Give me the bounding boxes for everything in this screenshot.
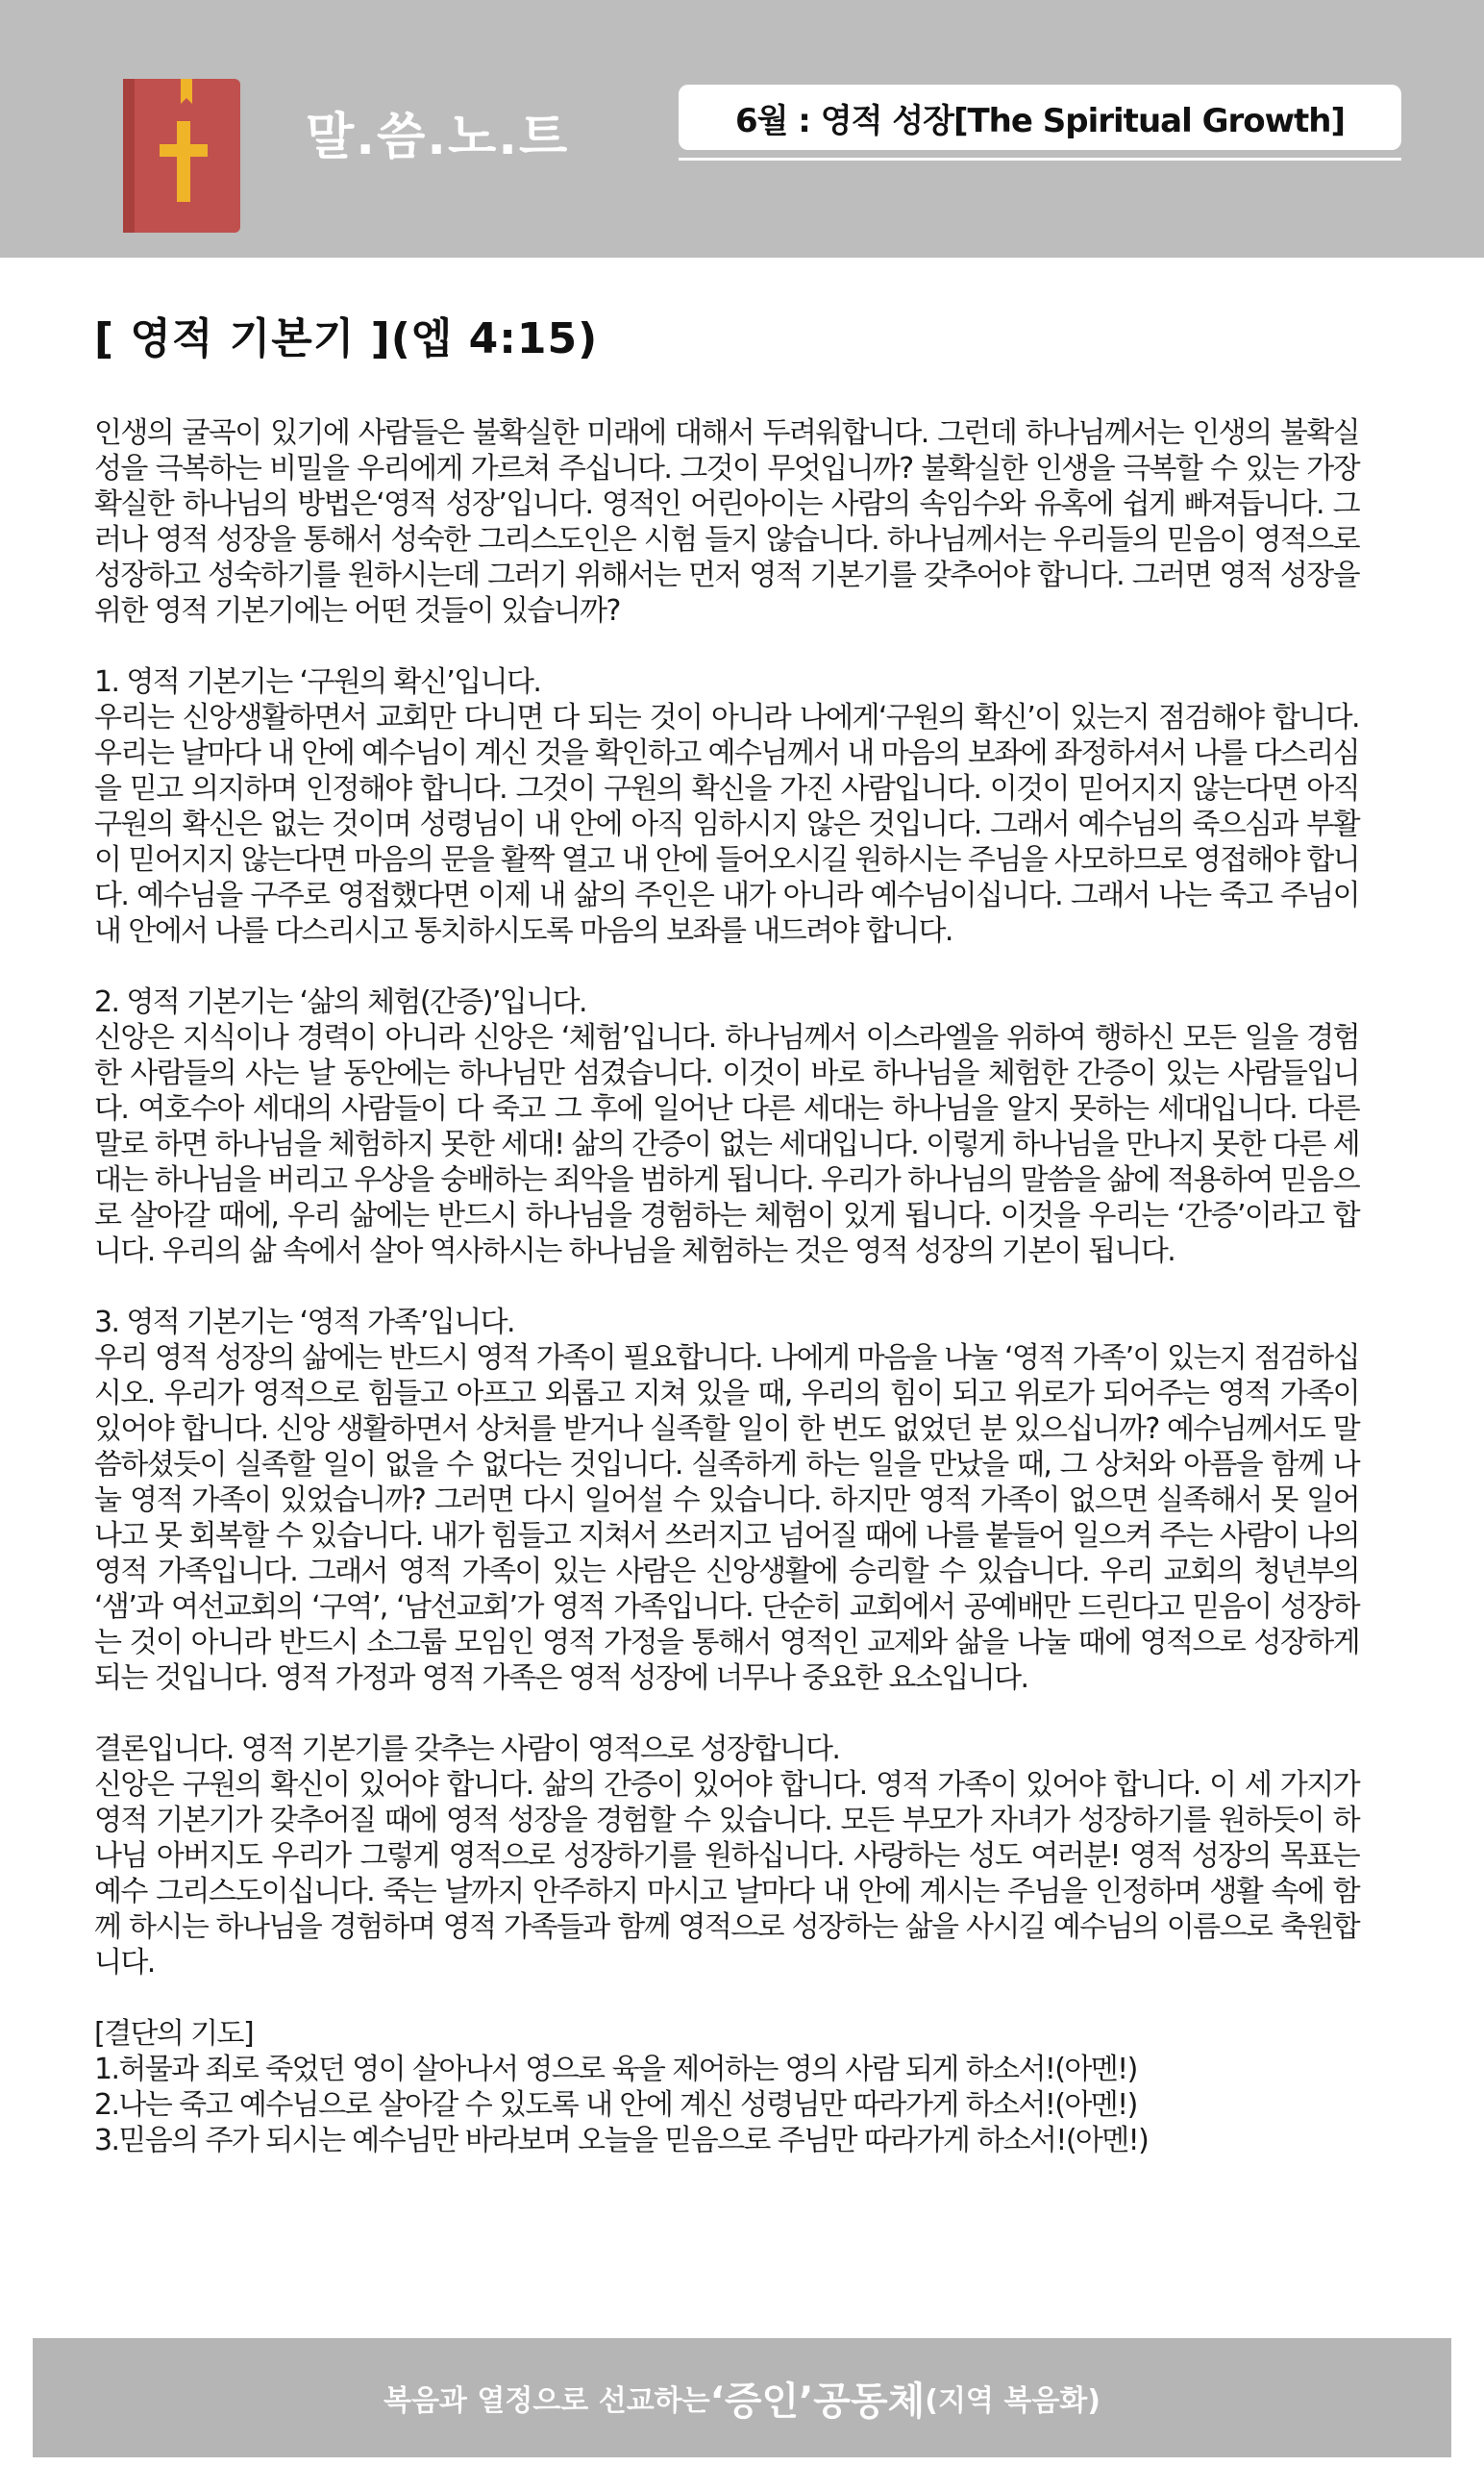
spacer	[94, 949, 1359, 984]
intro-paragraph: 인생의 굴곡이 있기에 사람들은 불확실한 미래에 대해서 두려워합니다. 그런데 하나님께서는 인생의 불확실성을 극복하는 비밀을 우리에게 가르쳐 주십니다. 그것이 무엇입니까? 불확실한 인생을 극복할 수 있는 가장 확실한 하나님의 방법은‘영적 성장’입니다. 영적인 어린아이는 사람의 속임수와 유혹에 쉽게 빠져듭니다. 그러나 영적 성장을 통해서 성숙한 그리스도인은 시험 들지 않습니다. 하나님께서는 우리들의 믿음이 영적으로 성장하고 성숙하기를 원하시는데 그러기 위해서는 먼저 영적 기본기를 갖추어야 합니다. 그러면 영적 성장을 위한 영적 기본기에는 어떤 것들이 있습니까?	[94, 416, 1359, 628]
spacer	[94, 1980, 1359, 2016]
bible-icon	[123, 79, 240, 233]
spacer	[94, 1269, 1359, 1305]
brand-title: 말.씀.노.트	[306, 109, 570, 166]
section-body: 우리는 신앙생활하면서 교회만 다니면 다 되는 것이 아니라 나에게‘구원의 확신’이 있는지 점검해야 합니다. 우리는 날마다 내 안에 예수님이 계신 것을 확인하고 예수님께서 내 마음의 보좌에 좌정하셔서 나를 다스리심을 믿고 의지하며 인정해야 합니다. 그것이 구원의 확신을 가진 사람입니다. 이것이 믿어지지 않는다면 아직 구원의 확신은 없는 것이며 성령님이 내 안에 아직 임하시지 않은 것입니다. 그래서 예수님의 죽으심과 부활이 믿어지지 않는다면 마음의 문을 활짝 열고 내 안에 들어오시길 원하시는 주님을 사모하므로 영접해야 합니다. 예수님을 구주로 영접했다면 이제 내 삶의 주인은 내가 아니라 예수님이십니다. 그래서 나는 죽고 주님이 내 안에서 나를 다스리시고 통치하시도록 마음의 보좌를 내드려야 합니다.	[94, 701, 1359, 948]
prayer-item: 2.나는 죽고 예수님으로 살아갈 수 있도록 내 안에 계신 성령님만 따라가게 하소서!(아멘!)	[94, 2088, 1137, 2122]
spacer	[94, 629, 1359, 664]
spacer	[94, 1696, 1359, 1731]
month-theme-title: 6월 : 영적 성장[The Spiritual Growth]	[734, 101, 1346, 140]
header-divider	[679, 158, 1401, 161]
conclusion-body: 신앙은 구원의 확신이 있어야 합니다. 삶의 간증이 있어야 합니다. 영적 가족이 있어야 합니다. 이 세 가지가 영적 기본기가 갖추어질 때에 영적 성장을 경험할 수 있습니다. 모든 부모가 자녀가 성장하기를 원하듯이 하나님 아버지도 우리가 그렇게 영적으로 성장하기를 원하십니다. 사랑하는 성도 여러분! 영적 성장의 목표는 예수 그리스도이십니다. 죽는 날까지 안주하지 마시고 날마다 내 안에 계시는 주님을 인정하며 생활 속에 함께 하시는 하나님을 경험하며 영적 가족들과 함께 영적으로 성장하는 삶을 사시길 예수님의 이름으로 축원합니다.	[94, 1768, 1359, 1980]
prayer-item: 3.믿음의 주가 되시는 예수님만 바라보며 오늘을 믿음으로 주님만 따라가게 하소서!(아멘!)	[94, 2124, 1149, 2157]
page-title: [ 영적 기본기 ](엡 4:15)	[94, 314, 599, 363]
section-heading: 3. 영적 기본기는 ‘영적 가족’입니다.	[94, 1306, 514, 1339]
section-heading: 2. 영적 기본기는 ‘삶의 체험(간증)’입니다.	[94, 985, 586, 1019]
footer-band	[33, 2338, 1451, 2457]
month-theme-box	[679, 85, 1401, 150]
section-heading: 1. 영적 기본기는 ‘구원의 확신’입니다.	[94, 665, 541, 699]
footer-prefix: 복음과 열정으로 선교하는	[383, 2384, 710, 2418]
footer-emphasis: ‘증인’공동체	[709, 2379, 926, 2424]
prayer-heading: [결단의 기도]	[94, 2017, 254, 2051]
footer-suffix: (지역 복음화)	[925, 2384, 1101, 2418]
header-band	[0, 0, 1484, 258]
section-body: 우리 영적 성장의 삶에는 반드시 영적 가족이 필요합니다. 나에게 마음을 나눌 ‘영적 가족’이 있는지 점검하십시오. 우리가 영적으로 힘들고 아프고 외롭고 지쳐 있을 때, 우리의 힘이 되고 위로가 되어주는 영적 가족이 있어야 합니다. 신앙 생활하면서 상처를 받거나 실족할 일이 한 번도 없었던 분 있으십니까? 예수님께서도 말씀하셨듯이 실족할 일이 없을 수 없다는 것입니다. 실족하게 하는 일을 만났을 때, 그 상처와 아픔을 함께 나눌 영적 가족이 있었습니까? 그러면 다시 일어설 수 있습니다. 하지만 영적 가족이 없으면 실족해서 못 일어나고 못 회복할 수 있습니다. 내가 힘들고 지쳐서 쓰러지고 넘어질 때에 나를 붙들어 일으켜 주는 사람이 나의 영적 가족입니다. 그래서 영적 가족이 있는 사람은 신앙생활에 승리할 수 있습니다. 우리 교회의 청년부의 ‘샘’과 여선교회의 ‘구역’, ‘남선교회’가 영적 가족입니다. 단순히 교회에서 공예배만 드린다고 믿음이 성장하는 것이 아니라 반드시 소그룹 모임인 영적 가정을 통해서 영적인 교제와 삶을 나눌 때에 영적으로 성장하게 되는 것입니다. 영적 가정과 영적 가족은 영적 성장에 너무나 중요한 요소입니다.	[94, 1341, 1359, 1695]
sermon-content	[94, 415, 1359, 2158]
section-body: 신앙은 지식이나 경력이 아니라 신앙은 ‘체험’입니다. 하나님께서 이스라엘을 위하여 행하신 모든 일을 경험한 사람들의 사는 날 동안에는 하나님만 섬겼습니다. 이것이 바로 하나님을 체험한 간증이 있는 사람들입니다. 여호수아 세대의 사람들이 다 죽고 그 후에 일어난 다른 세대는 하나님을 알지 못하는 세대입니다. 다른 말로 하면 하나님을 체험하지 못한 세대! 삶의 간증이 없는 세대입니다. 이렇게 하나님을 만나지 못한 다른 세대는 하나님을 버리고 우상을 숭배하는 죄악을 범하게 됩니다. 우리가 하나님의 말씀을 삶에 적용하여 믿음으로 살아갈 때에, 우리 삶에는 반드시 하나님을 경험하는 체험이 있게 됩니다. 이것을 우리는 ‘간증’이라고 합니다. 우리의 삶 속에서 살아 역사하시는 하나님을 체험하는 것은 영적 성장의 기본이 됩니다.	[94, 1021, 1359, 1268]
prayer-item: 1.허물과 죄로 죽었던 영이 살아나서 영으로 육을 제어하는 영의 사람 되게 하소서!(아멘!)	[94, 2053, 1137, 2086]
conclusion-heading: 결론입니다. 영적 기본기를 갖추는 사람이 영적으로 성장합니다.	[94, 1732, 840, 1766]
